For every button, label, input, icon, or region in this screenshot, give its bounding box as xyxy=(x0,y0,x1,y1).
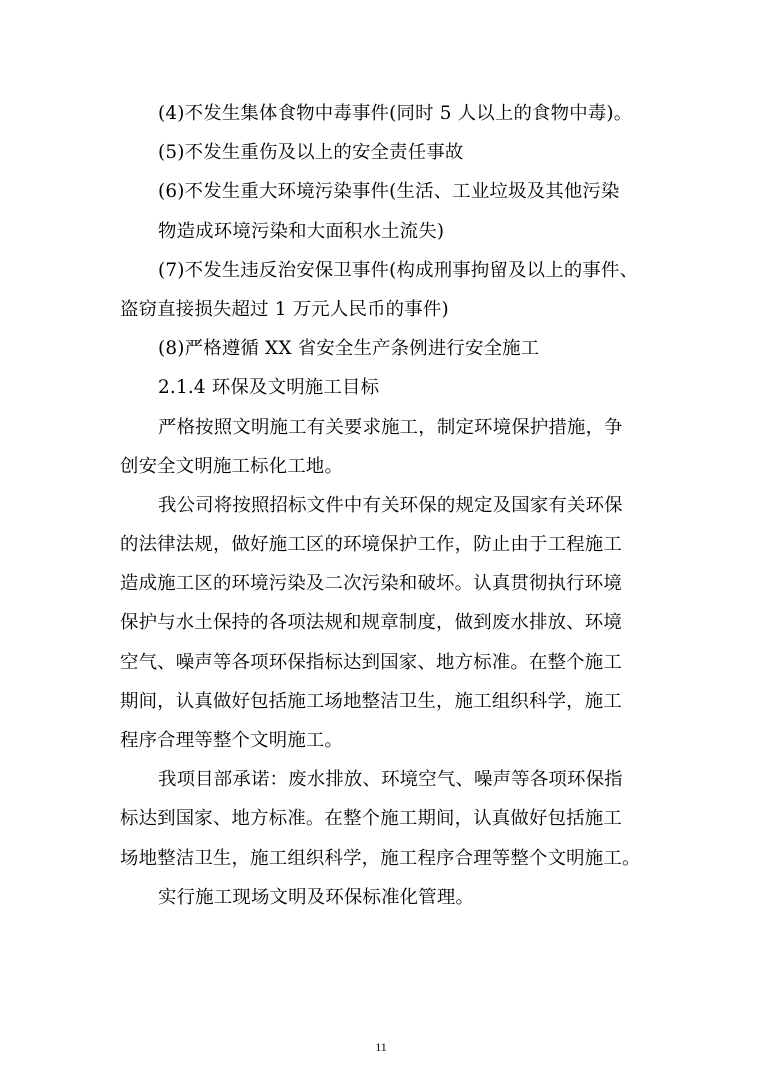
paragraph-2-line-3: 造成施工区的环境污染及二次污染和破坏。认真贯彻执行环境 xyxy=(120,573,622,595)
list-item-6-continued: 物造成环境污染和大面积水土流失) xyxy=(158,220,445,242)
list-item-4: (4)不发生集体食物中毒事件(同时 5 人以上的食物中毒)。 xyxy=(158,103,633,124)
paragraph-3-line-3: 场地整洁卫生，施工组织科学，施工程序合理等整个文明施工。 xyxy=(120,847,641,869)
paragraph-4-line-1: 实行施工现场文明及环保标准化管理。 xyxy=(158,886,475,908)
list-item-6: (6)不发生重大环境污染事件(生活、工业垃圾及其他污染 xyxy=(158,181,620,203)
paragraph-1-line-2: 创安全文明施工标化工地。 xyxy=(120,455,344,477)
page-number: 11 xyxy=(375,1040,387,1054)
list-item-8: (8)严格遵循 XX 省安全生产条例进行安全施工 xyxy=(158,338,540,360)
paragraph-2-line-5: 空气、噪声等各项环保指标达到国家、地方标准。在整个施工 xyxy=(120,651,622,673)
paragraph-2-line-2: 的法律法规，做好施工区的环境保护工作，防止由于工程施工 xyxy=(120,534,622,556)
body-text xyxy=(120,94,640,917)
paragraph-2-line-7: 程序合理等整个文明施工。 xyxy=(120,730,344,751)
paragraph-1-line-1: 严格按照文明施工有关要求施工，制定环境保护措施，争 xyxy=(158,416,623,438)
list-item-5: (5)不发生重伤及以上的安全责任事故 xyxy=(158,142,464,164)
paragraph-3-line-2: 标达到国家、地方标准。在整个施工期间，认真做好包括施工 xyxy=(120,808,622,830)
paragraph-3-line-1: 我项目部承诺：废水排放、环境空气、噪声等各项环保指 xyxy=(158,769,623,791)
list-item-7: (7)不发生违反治安保卫事件(构成刑事拘留及以上的事件、 xyxy=(158,259,639,281)
list-item-7-continued: 盗窃直接损失超过 1 万元人民币的事件) xyxy=(120,298,449,320)
section-heading: 2.1.4 环保及文明施工目标 xyxy=(158,377,380,399)
paragraph-2-line-1: 我公司将按照招标文件中有关环保的规定及国家有关环保 xyxy=(158,494,623,516)
paragraph-2-line-6: 期间，认真做好包括施工场地整洁卫生，施工组织科学，施工 xyxy=(120,690,622,712)
paragraph-2-line-4: 保护与水土保持的各项法规和规章制度，做到废水排放、环境 xyxy=(120,612,622,634)
